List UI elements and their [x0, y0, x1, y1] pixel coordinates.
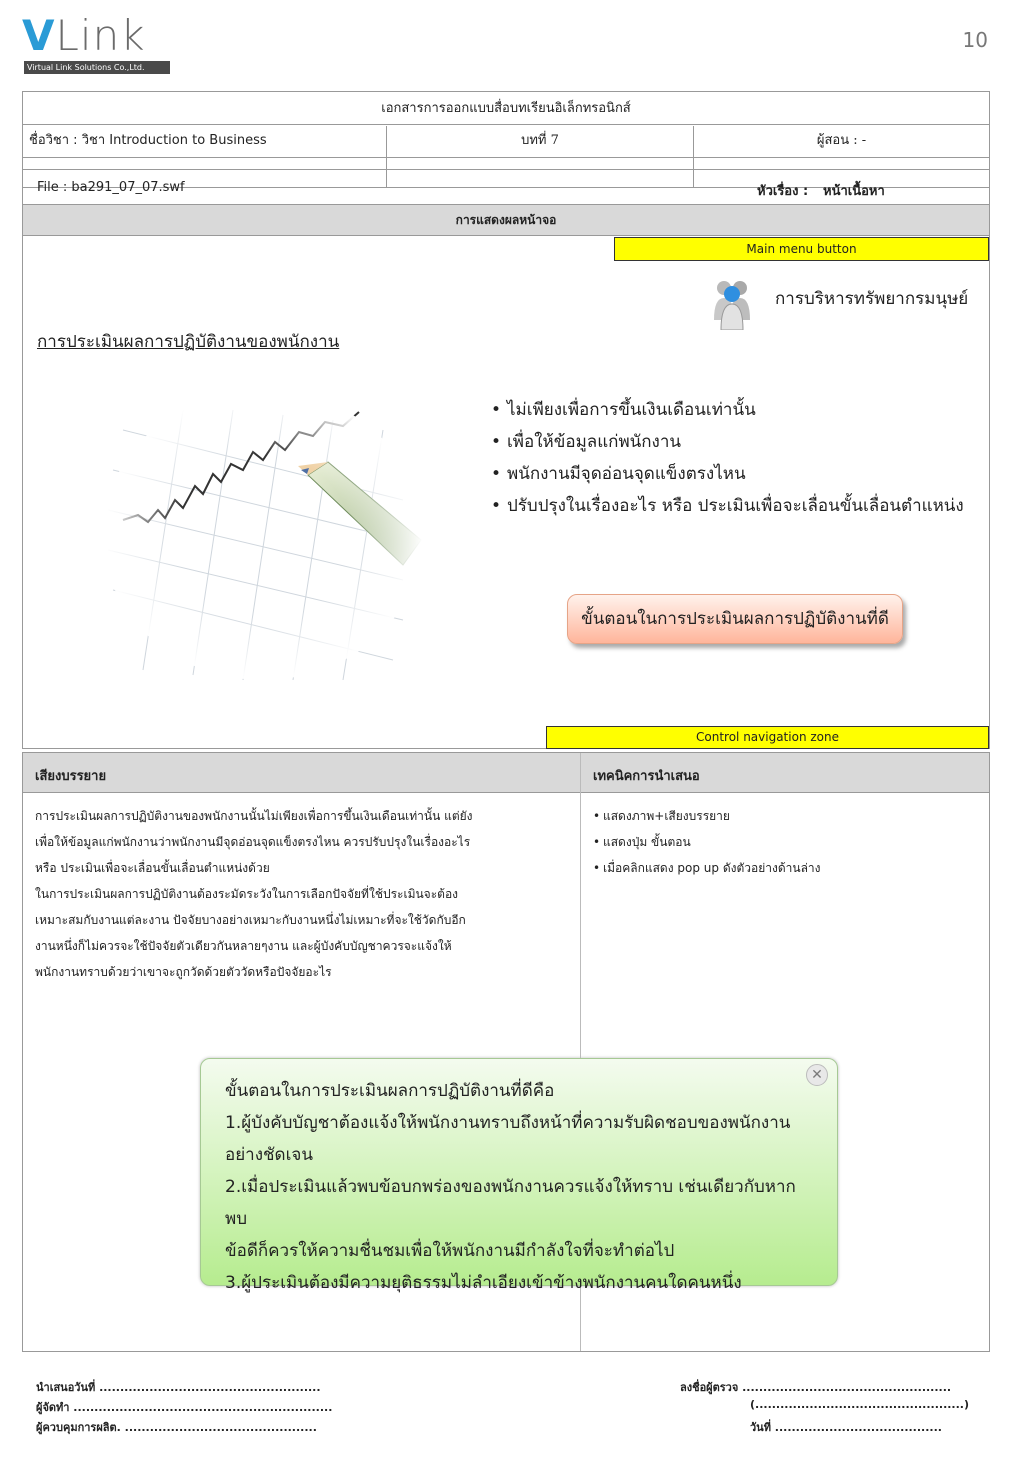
evaluation-steps-button[interactable]: ขั้นตอนในการประเมินผลการปฏิบัติงานที่ดี [567, 594, 903, 644]
subject-cell: ชื่อวิชา : วิชา Introduction to Business [23, 126, 387, 187]
technique-item: • เมื่อคลิกแสดง pop up ดังตัวอย่างด้านล่าง [593, 855, 983, 881]
narration-line: เพื่อให้ข้อมูลแก่พนักงานว่าพนักงานมีจุดอ่อนจุดแข็งตรงไหน ควรปรับปรุงในเรื่องอะไร [35, 835, 471, 849]
narration-line: งานหนึ่งก็ไม่ควรจะใช้ปัจจัยตัวเดียวกันหลายๆงาน และผู้บังคับบัญชาควรจะแจ้งให้ [35, 939, 452, 953]
narration-line: หรือ ประเมินเพื่อจะเลื่อนขั้นเลื่อนตำแหน่งด้วย [35, 861, 270, 875]
chart-pencil-image [103, 390, 423, 680]
file-name: File : ba291_07_07.swf [37, 180, 185, 195]
popup-line: 3.ผู้ประเมินต้องมีความยุติธรรมไม่ลำเอียงเข้าข้างพนักงานคนใดคนหนึ่ง [225, 1273, 742, 1293]
key-point-item: • ปรับปรุงในเรื่องอะไร หรือ ประเมินเพื่อจะเลื่อนขั้นเลื่อนตำแหน่ง [491, 490, 981, 522]
close-icon[interactable]: ✕ [806, 1064, 828, 1086]
popup-line: 2.เมื่อประเมินแล้วพบข้อบกพร่องของพนักงานควรแจ้งให้ทราบ เช่นเดียวกับหากพบ [225, 1177, 796, 1229]
review-date-field: วันที่ ........................................ [750, 1421, 942, 1434]
popup-line: 1.ผู้บังคับบัญชาต้องแจ้งให้พนักงานทราบถึงหน้าที่ความรับผิดชอบของพนักงาน [225, 1113, 791, 1133]
narration-line: การประเมินผลการปฏิบัติงานของพนักงานนั้นไม่เพียงเพื่อการขึ้นเงินเดือนเท่านั้น แต่ยัง [35, 809, 473, 823]
narration-text [35, 803, 575, 985]
narration-line: เหมาะสมกับงานแต่ละงาน ปัจจัยบางอย่างเหมาะกับงานหนึ่งไม่เหมาะที่จะใช้วัดกับอีก [35, 913, 466, 927]
technique-item: • แสดงปุ่ม ขั้นตอน [593, 829, 983, 855]
popup-line: ขั้นตอนในการประเมินผลการปฏิบัติงานที่ดีคือ [225, 1081, 555, 1101]
technique-list [593, 803, 983, 881]
popup-line: อย่างชัดเจน [225, 1145, 313, 1165]
vlink-logo: VLink [22, 11, 146, 60]
instructor-cell: ผู้สอน : - [816, 133, 867, 148]
display-section-header: การแสดงผลหน้าจอ [23, 204, 989, 236]
narration-line: ในการประเมินผลการปฏิบัติงานต้องระมัดระวังในการเลือกปัจจัยที่ใช้ประเมินจะต้อง [35, 887, 459, 901]
technique-item: • แสดงภาพ+เสียงบรรยาย [593, 803, 983, 829]
key-point-item: • ไม่เพียงเพื่อการขึ้นเงินเดือนเท่านั้น [491, 394, 981, 426]
screen-display-panel [22, 169, 990, 749]
control-navigation-zone[interactable]: Control navigation zone [546, 726, 989, 749]
document-title: เอกสารการออกแบบสื่อบทเรียนอิเล็กทรอนิกส์ [23, 92, 989, 125]
narration-line: พนักงานทราบด้วยว่าเขาจะถูกวัดด้วยตัววัดหรือปัจจัยอะไร [35, 965, 332, 979]
page-number: 10 [962, 28, 988, 52]
reviewer-signature-field: ลงชื่อผู้ตรวจ .................................................. [680, 1381, 952, 1394]
key-point-item: • พนักงานมีจุดอ่อนจุดแข็งตรงไหน [491, 458, 981, 490]
people-icon[interactable] [711, 274, 753, 330]
technique-header: เทคนิคการนำเสนอ [593, 769, 700, 784]
table-header-bar [23, 753, 989, 793]
topic-value: หน้าเนื้อหา [823, 184, 885, 199]
main-menu-label[interactable]: การบริหารทรัพยากรมนุษย์ [775, 289, 969, 309]
producer-field: ผู้จัดทำ .............................................................. [36, 1401, 333, 1414]
popup-line: ข้อดีก็ควรให้ความชื่นชมเพื่อให้พนักงานมีกำลังใจที่จะทำต่อไป [225, 1241, 675, 1261]
key-points-list [491, 394, 981, 522]
evaluation-steps-popup [200, 1058, 838, 1293]
chapter-cell: บทที่ 7 [387, 126, 694, 187]
logo-company-name: Virtual Link Solutions Co.,Ltd. [24, 61, 170, 74]
topic-label: หัวเรื่อง : [757, 184, 809, 199]
content-title: การประเมินผลการปฏิบัติงานของพนักงาน [37, 332, 340, 352]
presented-date-field: นำเสนอวันที่ ..................................................... [36, 1381, 321, 1394]
key-point-item: • เพื่อให้ข้อมูลแก่พนักงาน [491, 426, 981, 458]
reviewer-name-field: (..................................................) [750, 1398, 969, 1411]
header-divider [22, 157, 990, 158]
narration-header: เสียงบรรยาย [35, 769, 107, 784]
production-controller-field: ผู้ควบคุมการผลิต. .............................................. [36, 1421, 317, 1434]
main-menu-button-zone[interactable]: Main menu button [614, 237, 989, 261]
